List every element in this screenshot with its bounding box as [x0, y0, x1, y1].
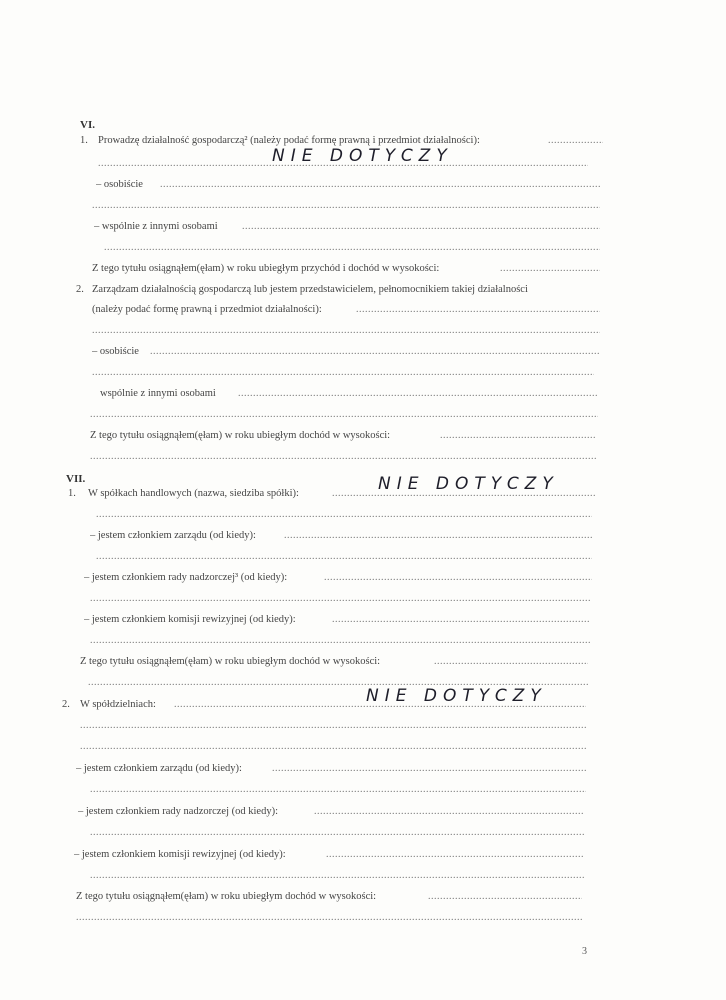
- supervisory-board-label: – jestem członkiem rady nadzorczej³ (od kiedy):: [84, 572, 288, 583]
- fill-line: [80, 719, 586, 733]
- fill-line: [90, 634, 590, 648]
- handwritten-not-applicable: NIE DOTYCZY: [366, 686, 547, 706]
- business-activity-label: Prowadzę działalność gospodarczą² (należy podać formę prawną i przedmiot działalności):: [98, 135, 480, 146]
- item-number: 2.: [76, 284, 84, 295]
- fill-line: [284, 529, 592, 543]
- fill-line: [90, 450, 596, 464]
- fill-line: [440, 429, 596, 443]
- fill-line: [92, 324, 600, 338]
- income-label: Z tego tytułu osiągnąłem(ęłam) w roku ubiegłym dochód w wysokości:: [76, 891, 377, 902]
- fill-line: [434, 655, 588, 669]
- fill-line: [332, 613, 590, 627]
- handwritten-not-applicable: NIE DOTYCZY: [378, 474, 559, 494]
- item-number: 1.: [80, 135, 88, 146]
- fill-line: [160, 178, 600, 192]
- handwritten-not-applicable: NIE DOTYCZY: [272, 146, 453, 166]
- jointly-label: wspólnie z innymi osobami: [100, 388, 216, 399]
- fill-line: [324, 571, 592, 585]
- fill-line: [90, 869, 584, 883]
- personally-label: – osobiście: [92, 346, 139, 357]
- fill-line: [96, 508, 592, 522]
- fill-line: [356, 303, 600, 317]
- fill-line: [90, 408, 598, 422]
- fill-line: [90, 826, 584, 840]
- fill-line: [92, 366, 594, 380]
- fill-line: [326, 848, 584, 862]
- fill-line: [314, 805, 584, 819]
- item-number: 1.: [68, 488, 76, 499]
- cooperatives-label: W spółdzielniach:: [80, 699, 156, 710]
- fill-line: [90, 592, 590, 606]
- fill-line: [96, 550, 592, 564]
- board-member-label: – jestem członkiem zarządu (od kiedy):: [76, 763, 242, 774]
- board-member-label: – jestem członkiem zarządu (od kiedy):: [90, 530, 256, 541]
- page-number: 3: [582, 946, 587, 957]
- fill-line: [104, 241, 600, 255]
- fill-line: [238, 387, 598, 401]
- fill-line: [428, 890, 582, 904]
- jointly-label: – wspólnie z innymi osobami: [94, 221, 218, 232]
- fill-line: [548, 134, 603, 148]
- supervisory-board-label: – jestem członkiem rady nadzorczej (od kiedy):: [78, 806, 279, 817]
- section-heading-vi: VI.: [80, 119, 95, 131]
- management-label: Zarządzam działalnością gospodarczą lub jestem przedstawicielem, pełnomocnikiem takiej działalności: [92, 284, 528, 295]
- fill-line: [272, 762, 586, 776]
- fill-line: [76, 911, 582, 925]
- fill-line: [150, 345, 600, 359]
- fill-line: [92, 199, 600, 213]
- fill-line: [242, 220, 600, 234]
- item-number: 2.: [62, 699, 70, 710]
- management-label-cont: (należy podać formę prawną i przedmiot działalności):: [92, 304, 322, 315]
- audit-committee-label: – jestem członkiem komisji rewizyjnej (od kiedy):: [74, 849, 286, 860]
- companies-label: W spółkach handlowych (nazwa, siedziba spółki):: [88, 488, 299, 499]
- audit-committee-label: – jestem członkiem komisji rewizyjnej (od kiedy):: [84, 614, 296, 625]
- personally-label: – osobiście: [96, 179, 143, 190]
- section-heading-vii: VII.: [66, 473, 86, 485]
- income-label: Z tego tytułu osiągnąłem(ęłam) w roku ubiegłym przychód i dochód w wysokości:: [92, 263, 440, 274]
- fill-line: [90, 783, 586, 797]
- fill-line: [80, 740, 586, 754]
- income-label: Z tego tytułu osiągnąłem(ęłam) w roku ubiegłym dochód w wysokości:: [90, 430, 391, 441]
- fill-line: [500, 262, 600, 276]
- income-label: Z tego tytułu osiągnąłem(ęłam) w roku ubiegłym dochód w wysokości:: [80, 656, 381, 667]
